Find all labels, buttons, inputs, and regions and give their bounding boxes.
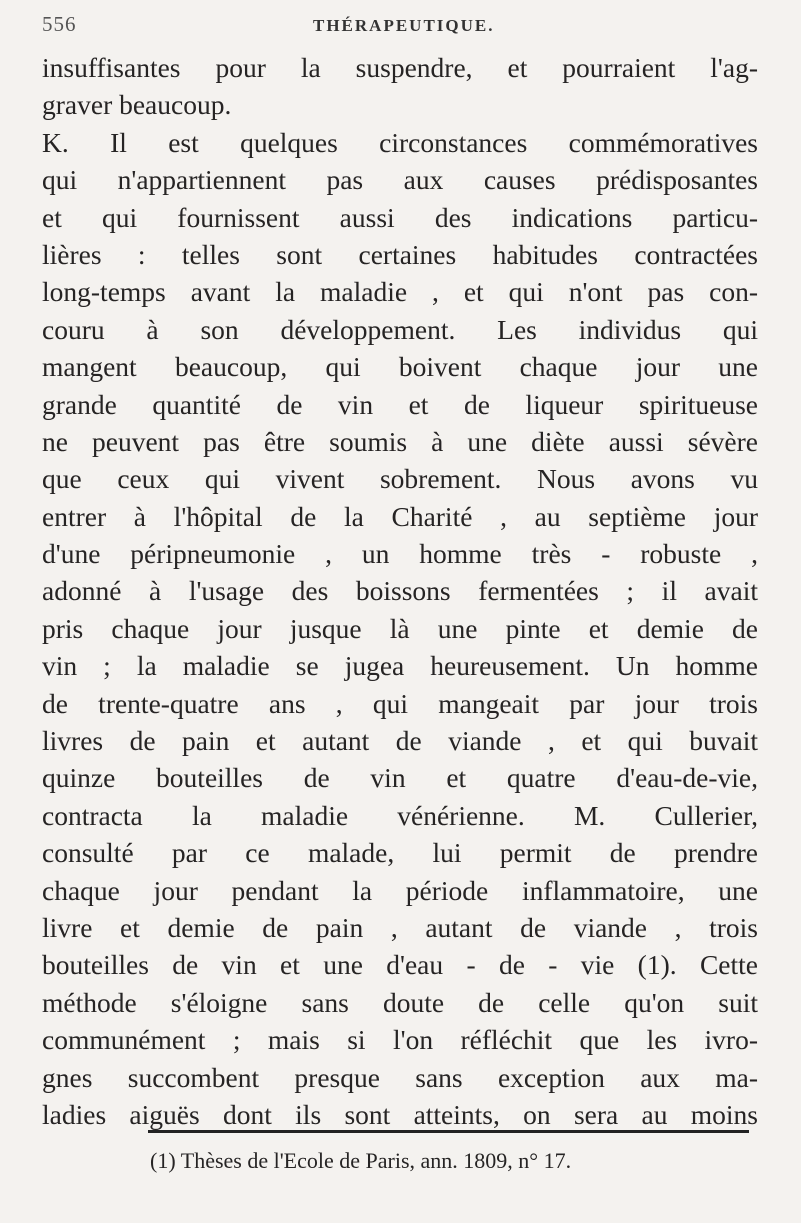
footnote: (1) Thèses de l'Ecole de Paris, ann. 1809, n° 17. [150,1148,572,1173]
text-line: grande quantité de vin et de liqueur spiritueuse [42,388,758,420]
text-line: insuffisantes pour la suspendre, et pourraient l'ag- [42,52,758,83]
text-line: mangent beaucoup, qui boivent chaque jour une [42,351,758,383]
text-line: lières : telles sont certaines habitudes contractées [42,238,758,270]
text-line: qui n'appartiennent pas aux causes prédisposantes [42,164,758,196]
text-line: chaque jour pendant la période inflammatoire, une [42,874,758,906]
text-line: ne peuvent pas être soumis à une diète aussi sévère [42,425,758,457]
text-line: communément ; mais si l'on réfléchit que les ivro- [42,1024,758,1056]
text-line: d'une péripneumonie , un homme très - robuste , [42,538,758,570]
text-line: quinze bouteilles de vin et quatre d'eau-de-vie, [42,762,758,794]
body-text [42,49,758,1133]
footnote-rule [148,1130,749,1133]
text-line: K. Il est quelques circonstances commémoratives [42,126,758,158]
running-head: THÉRAPEUTIQUE. [313,16,495,35]
text-line: de trente-quatre ans , qui mangeait par jour trois [42,687,758,719]
text-line: long-temps avant la maladie , et qui n'ont pas con- [42,276,758,308]
text-line: pris chaque jour jusque là une pinte et demie de [42,612,758,644]
text-line: bouteilles de vin et une d'eau - de - vie (1). Cette [42,949,758,981]
text-line: ladies aiguës dont ils sont atteints, on sera au moins [42,1098,758,1130]
text-line: consulté par ce malade, lui permit de prendre [42,837,758,869]
page-number: 556 [42,12,77,36]
text-line: graver beaucoup. [42,89,232,121]
text-line: gnes succombent presque sans exception aux ma- [42,1061,758,1093]
text-line: livre et demie de pain , autant de viande , trois [42,911,758,943]
page-header [0,0,801,40]
text-line: et qui fournissent aussi des indications particu- [42,201,758,233]
text-line: couru à son développement. Les individus qui [42,313,758,345]
text-line: adonné à l'usage des boissons fermentées ; il avait [42,575,758,607]
text-line: entrer à l'hôpital de la Charité , au septième jour [42,500,758,532]
text-line: contracta la maladie vénérienne. M. Cullerier, [42,799,758,831]
text-line: que ceux qui vivent sobrement. Nous avons vu [42,463,758,495]
text-line: vin ; la maladie se jugea heureusement. Un homme [42,650,758,682]
text-line: livres de pain et autant de viande , et qui buvait [42,725,758,757]
text-line: méthode s'éloigne sans doute de celle qu'on suit [42,986,758,1018]
